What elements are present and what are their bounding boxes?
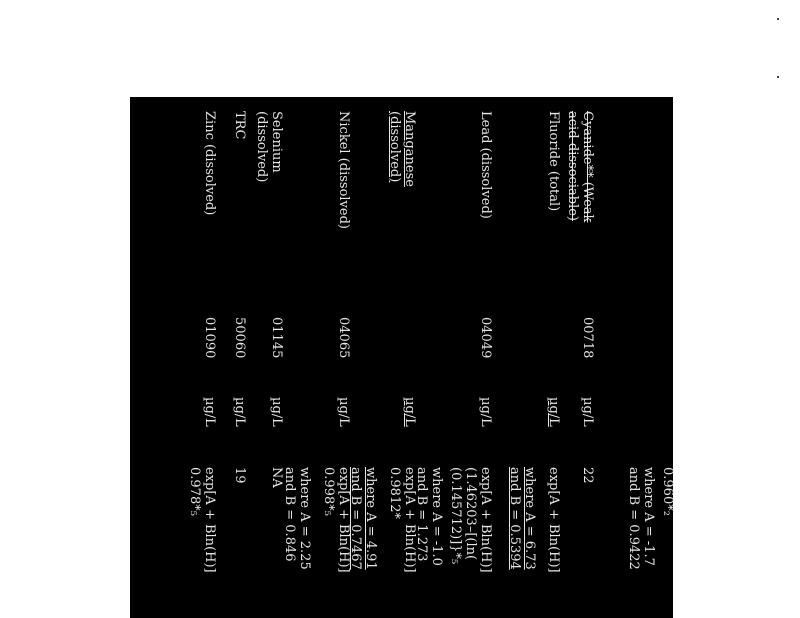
row-manganese-formula: [348, 467, 417, 573]
formula-line: where A = 4.91: [363, 467, 378, 570]
row-trc-parameter: [232, 111, 247, 139]
row-lead-formula: [414, 467, 493, 573]
continuation-line: 0.960*₂: [660, 467, 675, 516]
scan-speck: [777, 18, 779, 20]
continuation-line: where A = -1.7: [641, 467, 656, 566]
parameter-line: Nickel (dissolved): [336, 111, 351, 229]
parameter-line: (dissolved): [387, 111, 402, 183]
row-trc-unit: µg/L: [232, 397, 247, 427]
formula-line: exp[A + Bln(H)]: [202, 467, 217, 573]
formula-line: (1.46203–[(ln(: [463, 467, 478, 561]
formula-line: NA: [269, 467, 284, 488]
row-nickel-formula: [282, 467, 351, 573]
continuation-line: and B = 0.9422: [626, 467, 641, 570]
parameter-line: Fluoride (total): [546, 111, 561, 212]
rotated-table: [130, 97, 673, 618]
row-selenium-value: 01145: [269, 317, 284, 359]
row-lead-parameter: [478, 111, 493, 219]
formula-line: where A = 2.25: [297, 467, 312, 570]
row-cyanide-value: 00718: [580, 317, 595, 359]
row-trc-value: 50060: [232, 317, 247, 359]
row-zinc-formula: [187, 467, 217, 573]
parameter-line: Lead (dissolved): [478, 111, 493, 219]
row-lead-unit: µg/L: [478, 397, 493, 427]
row-selenium-formula: [269, 467, 284, 488]
row-fluoride-unit: µg/L: [546, 397, 561, 427]
parameter-line: acid-dissociable): [565, 111, 580, 221]
formula-line: exp[A + Bln(H)]: [402, 467, 417, 573]
row-zinc-value: 01090: [202, 317, 217, 359]
formula-line: exp[A + Bln(H)]: [546, 467, 561, 573]
formula-line: and B = 0.5394: [507, 467, 522, 570]
formula-line: 19: [232, 467, 247, 484]
row-manganese-parameter: [387, 111, 417, 187]
row-fluoride-parameter: [546, 111, 561, 211]
formula-line: 0.978*₅: [187, 467, 202, 516]
parameter-line: Cyanide** (Weak: [580, 111, 595, 223]
formula-line: 0.9812*: [387, 467, 402, 519]
row-selenium-unit: µg/L: [269, 397, 284, 427]
row-cyanide-parameter: [565, 111, 595, 222]
row-selenium-parameter: [254, 111, 284, 182]
row-fluoride-formula: [507, 467, 561, 573]
parameter-line: TRC: [232, 111, 247, 140]
formula-line: and B = 0.846: [282, 467, 297, 562]
row-cyanide-formula: [580, 467, 595, 484]
row-nickel-unit: µg/L: [336, 397, 351, 427]
formula-line: (0.145712)]}*₅: [448, 467, 463, 565]
formula-line: 0.998*₅: [321, 467, 336, 516]
parameter-line: Manganese: [402, 111, 417, 187]
scanned-table-image: [130, 97, 673, 618]
parameter-line: Zinc (dissolved): [202, 111, 217, 216]
formula-line: and B = 1.273: [414, 467, 429, 562]
parameter-line: Selenium: [269, 111, 284, 173]
formula-line: exp[A + Bln(H)]: [336, 467, 351, 573]
continuation-block: [626, 467, 675, 570]
formula-line: exp[A + Bln(H)]: [478, 467, 493, 573]
formula-line: 22: [580, 467, 595, 484]
row-zinc-unit: µg/L: [202, 397, 217, 427]
row-nickel-parameter: [336, 111, 351, 229]
row-lead-value: 04049: [478, 317, 493, 359]
row-manganese-unit: µg/L: [402, 397, 417, 427]
row-nickel-value: 04065: [336, 317, 351, 359]
row-zinc-parameter: [202, 111, 217, 215]
formula-line: and B = 0.7467: [348, 467, 363, 570]
parameter-line: (dissolved): [254, 111, 269, 183]
scan-speck: [777, 76, 779, 78]
formula-line: where A = -1.0: [429, 467, 444, 566]
formula-line: where A = 6.73: [522, 467, 537, 570]
row-cyanide-unit: µg/L: [580, 397, 595, 427]
row-trc-formula: [232, 467, 247, 484]
